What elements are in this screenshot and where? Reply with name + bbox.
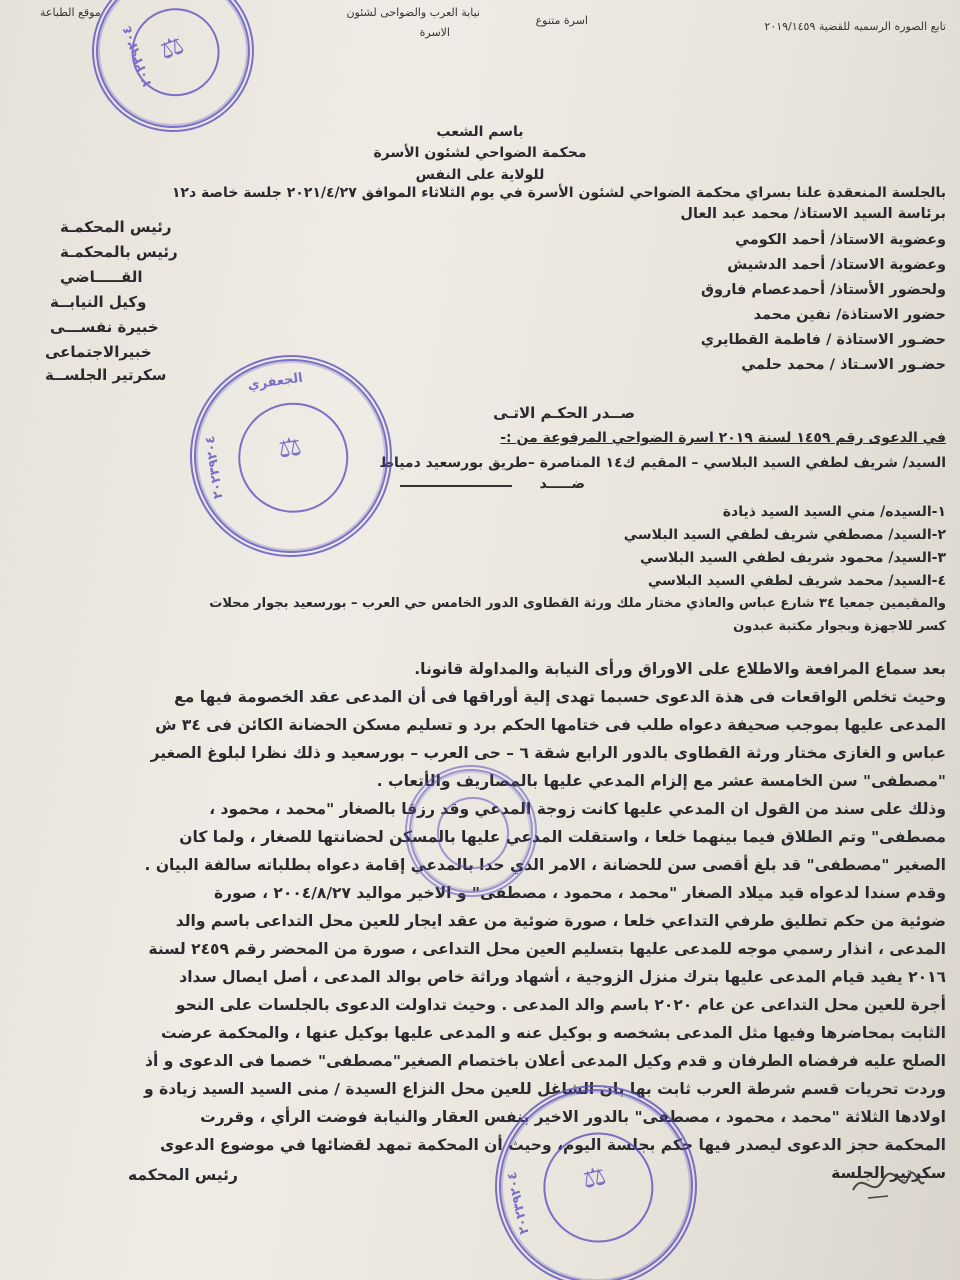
defendant-line: ٢-السيد/ مصطفي شريف لطفي السيد البلاسي — [623, 527, 946, 543]
scales-icon: ⚖ — [155, 30, 189, 67]
composition-name: حضـور الاستاذة / فاطمة القطايري — [700, 332, 946, 348]
body-line: اولادها الثلاثة "محمد ، محمود ، مصطفى" بالدور الاخير بنفس العقار والنيابة فوضت الرأي ، وقررت — [200, 1108, 946, 1126]
defendant-line: ٣-السيد/ محمود شريف لطفي السيد البلاسي — [639, 550, 946, 566]
versus-label: ضـــــد — [539, 476, 585, 492]
signature — [848, 1160, 928, 1210]
composition-name: وعضوية الاستاذ/ أحمد الكومي — [735, 232, 946, 248]
composition-role: سكرتير الجلســة — [45, 366, 167, 384]
composition-name: برئاسة السيد الاستاذ/ محمد عبد العال — [680, 206, 946, 222]
title-guardianship: للولاية على النفس — [415, 167, 545, 183]
stamp-inner-ring — [437, 797, 508, 868]
composition-name: ولحضور الأستاذ/ أحمدعصام فاروق — [701, 282, 946, 298]
address-line: كسر للاجهزة وبجوار مكتبة عبدون — [733, 619, 946, 634]
footer-president: رئيس المحكمه — [128, 1166, 238, 1184]
title-court: محكمة الضواحي لشئون الأسرة — [373, 145, 587, 161]
composition-name: حضور الاستاذة/ نفين محمد — [753, 307, 946, 323]
body-line: وحيث تخلص الواقعات فى هذة الدعوى حسبما تهدى إلية أوراقها فى أن المدعى عقد الخصومة فيها مع — [174, 688, 946, 706]
body-line: وذلك على سند من القول ان المدعي عليها كانت زوجة المدعي وقد رزقا بالصغار "محمد ، محمود ، — [209, 800, 946, 818]
body-line: المدعى عليها بموجب صحيفة دعواه طلب فى ختامها الحكم برد و تسليم مسكن الحضانة الكائن فى ٣٤ ش — [155, 716, 946, 734]
header-type: اسرة متنوع — [535, 14, 588, 27]
ruling-title: صــدر الحكـم الاتـى — [493, 404, 635, 422]
scales-icon: ⚖ — [276, 431, 304, 465]
court-stamp-center — [405, 765, 537, 897]
stamp-number: ٢٠٢٣٩٢٠٤ — [202, 434, 227, 500]
body-line: المدعى ، انذار رسمي موجه للمدعى عليها بتسليم العين محل التداعى ، صورة من المحضر رقم ٢٤٥٩ لسنة — [148, 940, 946, 958]
header-print-site: موقع الطباعة — [40, 6, 101, 19]
header-family: الاسرة — [419, 26, 450, 39]
session-line: بالجلسة المنعقدة علنا بسراي محكمة الضواحي لشئون الأسرة في يوم الثلاثاء الموافق ٢٠٢١/٤/٢٧ جلسة خاصة د١٢ — [171, 185, 946, 201]
lawyer-stamp-bottom — [476, 1066, 716, 1280]
composition-role: خبيرة نفســـى — [50, 318, 159, 336]
composition-role: القـــــاضي — [60, 268, 143, 286]
composition-role: رئيس المحكمـة — [60, 218, 172, 236]
address-line: والمقيمين جمعيا ٣٤ شارع عباس والعاذي مختار ملك ورثة القطاوى الدور الخامس حي العرب – بورسعيد بجوار محلات — [209, 596, 946, 611]
defendant-line: ٤-السيد/ محمد شريف لطفي السيد البلاسي — [647, 573, 946, 589]
stamp-number: ٢٠٢٣٩٢٠٤ — [504, 1170, 533, 1236]
lawyer-stamp-middle — [177, 342, 405, 570]
body-line: ٢٠١٦ يفيد قيام المدعى عليها بترك منزل الزوجية ، أشهاد وراثة خاص بوالد المدعى ، أصل ايصال سداد — [179, 968, 946, 986]
footer-secretary: سكرتير الجلسة — [831, 1164, 946, 1182]
body-line: مصطفى" وتم الطلاق فيما بينهما خلعا ، واستقلت المدعي عليها بالمسكن لحضانتها للصغار ، ولما كان — [179, 828, 946, 846]
defendant-line: ١-السيده/ مني السيد السيد ذيادة — [722, 504, 946, 520]
plaintiff-line: السيد/ شريف لطفي السيد البلاسي – المقيم ك١٤ المناصرة –طريق بورسعيد دمياط — [379, 455, 946, 471]
body-line: المحكمة حجز الدعوى ليصدر فيها حكم بجلسة اليوم، وحيث أن المحكمة تمهد لقضائها في موضوع الدعوى — [159, 1136, 946, 1154]
body-line: أجرة للعين محل التداعى عن عام ٢٠٢٠ باسم والد المدعى . وحيث تداولت الدعوى بالجلسات على النحو — [175, 996, 946, 1014]
body-line: وقدم سندا لدعواه قيد ميلاد الصغار "محمد ، محمود ، مصطفى" و الاخير مواليد ٢٠٠٤/٨/٢٧ ، صورة — [213, 884, 946, 902]
scales-icon: ⚖ — [579, 1161, 609, 1196]
body-line: الصلح عليه فرفضاه الطرفان و قدم وكيل المدعى أعلان باختصام الصغير"مصطفى" خصما فى الدعوى و أذ — [145, 1052, 946, 1070]
body-line: الصغير "مصطفى" قد بلغ أقصى سن للحضانة ، الامر الذي حدا بالمدعي إقامة دعواه بطلباته سالفة البيان . — [144, 856, 946, 874]
title-people: باسم الشعب — [436, 124, 524, 140]
composition-role: وكيل النيابــة — [50, 293, 147, 311]
composition-role: خبيرالاجتماعى — [45, 343, 152, 361]
header-case-ref: تابع الصوره الرسميه للقضية ٢٠١٩/١٤٥٩ — [764, 20, 946, 33]
versus-rule — [400, 485, 512, 487]
body-line: "مصطفى" سن الخامسة عشر مع إلزام المدعي عليها بالمصاريف والأتعاب . — [376, 772, 946, 790]
body-line: ضوئية من حكم تطليق طرفي التداعي خلعا ، صورة ضوئية من عقد ايجار للعين محل التداعى باسم والد — [175, 912, 946, 930]
case-line: في الدعوى رقم ١٤٥٩ لسنة ٢٠١٩ اسرة الضواحي المرفوعة من :- — [500, 430, 946, 446]
stamp-number: ٢٠٢٣٩٢٠٤ — [119, 23, 156, 89]
composition-name: حضـور الاسـتاذ / محمد حلمي — [741, 357, 946, 373]
header-prosecution: نيابة العرب والضواحى لشئون — [346, 6, 480, 19]
composition-role: رئيس بالمحكمـة — [60, 243, 178, 261]
body-line: بعد سماع المرافعة والاطلاع على الاوراق ورأى النيابة والمداولة قانونا. — [414, 660, 946, 678]
body-line: عباس و الغازى مختار ورثة القطاوى بالدور الرابع شقة ٦ – حى العرب – بورسعيد و ذلك نظرا لبلوغ الصغير — [150, 744, 946, 762]
body-line: الثابت بمحاضرها وفيها مثل المدعى بشخصه و بوكيل عنه و المدعى عليها بوكيل عنها ، والمحكمة عرضت — [160, 1024, 946, 1042]
body-line: وردت تحريات قسم شرطة العرب ثابت بها بان الشاغل للعين محل النزاع السيدة / منى السيد السيد زيادة و — [144, 1080, 946, 1098]
composition-name: وعضوية الاستاذ/ أحمد الدشيش — [727, 257, 946, 273]
stamp-name: الجعفري — [246, 370, 304, 394]
